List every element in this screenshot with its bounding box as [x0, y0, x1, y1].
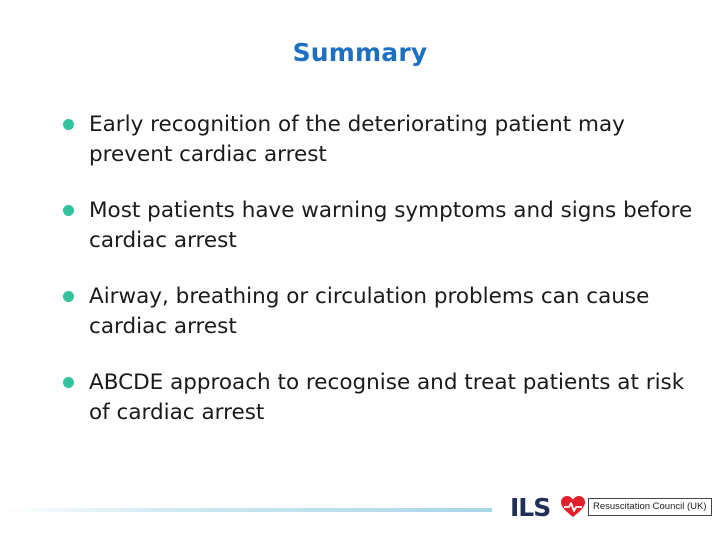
bullet-text: Most patients have warning symptoms and signs before cardiac arrest	[89, 198, 693, 253]
ils-logo-text: ILS	[510, 493, 551, 522]
bullet-item	[62, 196, 702, 256]
bullet-item	[62, 368, 702, 428]
bullet-text: Early recognition of the deteriorating patient may prevent cardiac arrest	[89, 112, 625, 167]
bullet-item	[62, 110, 702, 170]
slide-title: Summary	[292, 38, 428, 67]
bullet-text: ABCDE approach to recognise and treat patients at risk of cardiac arrest	[89, 370, 685, 425]
bullet-dot-icon	[63, 291, 74, 302]
heart-logo-icon	[560, 495, 586, 519]
footer-logo	[508, 492, 714, 528]
organisation-name: Resuscitation Council (UK)	[588, 498, 712, 516]
bullet-text: Airway, breathing or circulation problems can cause cardiac arrest	[89, 284, 650, 339]
bullet-item	[62, 282, 702, 342]
bullet-dot-icon	[63, 205, 74, 216]
bullet-list	[62, 110, 702, 454]
bullet-dot-icon	[63, 377, 74, 388]
bullet-dot-icon	[63, 119, 74, 130]
footer-divider	[0, 508, 492, 512]
